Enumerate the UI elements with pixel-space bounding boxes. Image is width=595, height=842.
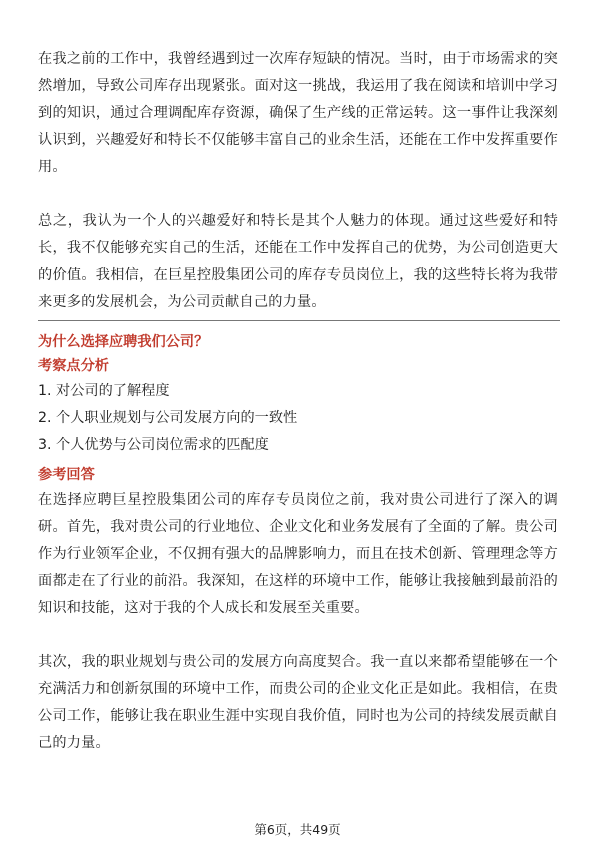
answer-paragraph-2: 其次，我的职业规划与贵公司的发展方向高度契合。我一直以来都希望能够在一个充满活力和创新氛围的环境中工作，而贵公司的企业文化正是如此。我相信，在贵公司工作，能够让我在职业生涯中实现自我价值，同时也为公司的持续发展贡献自己的力量。 bbox=[38, 654, 558, 751]
list-item: 1. 对公司的了解程度 bbox=[38, 383, 170, 399]
answer-paragraph-1: 在选择应聘巨星控股集团公司的库存专员岗位之前，我对贵公司进行了深入的调研。首先，我对贵公司的行业地位、企业文化和业务发展有了全面的了解。贵公司作为行业领军企业，不仅拥有强大的品牌影响力，而且在技术创新、管理理念等方面都走在了行业的前沿。我深知，在这样的环境中工作，能够让我接触到最前沿的知识和技能，这对于我的个人成长和发展至关重要。 bbox=[38, 492, 558, 616]
question-heading: 为什么选择应聘我们公司？ bbox=[38, 334, 209, 350]
answer-heading: 参考回答 bbox=[38, 467, 95, 483]
list-item: 3. 个人优势与公司岗位需求的匹配度 bbox=[38, 437, 269, 453]
analysis-heading: 考察点分析 bbox=[38, 358, 109, 374]
document-page bbox=[38, 46, 558, 757]
analysis-list bbox=[38, 378, 558, 459]
intro-paragraph-2: 总之，我认为一个人的兴趣爱好和特长是其个人魅力的体现。通过这些爱好和特长，我不仅能够充实自己的生活，还能在工作中发挥自己的优势，为公司创造更大的价值。我相信，在巨星控股集团公司的库存专员岗位上，我的这些特长将为我带来更多的发展机会，为公司贡献自己的力量。 bbox=[38, 213, 558, 310]
paragraph-spacer bbox=[38, 181, 558, 208]
section-divider bbox=[38, 320, 560, 321]
intro-paragraph-1: 在我之前的工作中，我曾经遇到过一次库存短缺的情况。当时，由于市场需求的突然增加，导致公司库存出现紧张。面对这一挑战，我运用了我在阅读和培训中学习到的知识，通过合理调配库存资源，确保了生产线的正常运转。这一事件让我深刻认识到，兴趣爱好和特长不仅能够丰富自己的业余生活，还能在工作中发挥重要作用。 bbox=[38, 51, 558, 175]
page-number-footer: 第6页，共49页 bbox=[254, 822, 341, 837]
paragraph-spacer bbox=[38, 622, 558, 649]
list-item: 2. 个人职业规划与公司发展方向的一致性 bbox=[38, 410, 298, 426]
